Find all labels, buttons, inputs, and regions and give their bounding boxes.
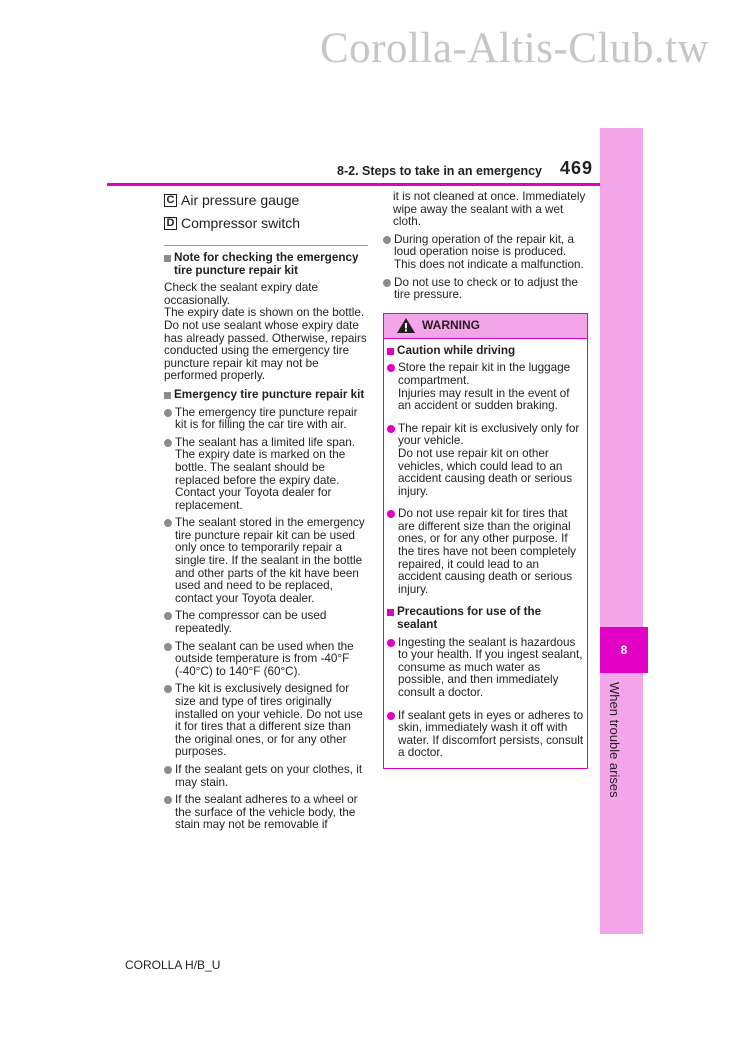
list-item: If the sealant gets on your clothes, it may stain. [164, 764, 368, 789]
warning-box [383, 313, 588, 769]
bullet-dot-icon [387, 510, 395, 518]
list-item: The sealant can be used when the outside temperature is from -40°F (-40°C) to 140°F (60°C). [164, 641, 368, 679]
section-heading: Emergency tire puncture repair kit [164, 389, 368, 402]
list-item: The sealant has a limited life span. The expiry date is marked on the bottle. The sealant should be replaced before the expiry date. Contact your Toyota dealer for replacement. [164, 437, 368, 513]
header-rule [107, 183, 600, 186]
list-item: Do not use to check or to adjust the tire pressure. [383, 277, 588, 302]
warning-triangle-icon [396, 317, 416, 334]
square-bullet-icon [387, 609, 394, 616]
list-item: The kit is exclusively designed for size and type of tires originally installed on your vehicle. Do not use it for tires that a different size than the original ones, or for any other purposes. [164, 683, 368, 759]
page-number: 469 [560, 158, 594, 178]
list-item: Store the repair kit in the luggage compartment. Injuries may result in the event of an accident or sudden braking. [387, 362, 584, 412]
bullet-dot-icon [387, 639, 395, 647]
square-bullet-icon [164, 392, 171, 399]
left-column [164, 192, 368, 832]
continued-text: it is not cleaned at once. Immediately wipe away the sealant with a wet cloth. [393, 190, 586, 229]
bullet-dot-icon [164, 643, 172, 651]
right-column [383, 191, 588, 769]
footer-model: COROLLA H/B_U [125, 958, 221, 972]
section-title: 8-2. Steps to take in an emergency [337, 164, 542, 178]
divider [164, 245, 368, 246]
bullet-dot-icon [164, 796, 172, 804]
list-item: If the sealant adheres to a wheel or the surface of the vehicle body, the stain may not be removable if [164, 794, 368, 832]
bullet-dot-icon [383, 279, 391, 287]
warning-title: WARNING [422, 318, 480, 333]
bullet-dot-icon [164, 766, 172, 774]
bullet-dot-icon [164, 439, 172, 447]
list-item: The repair kit is exclusively only for your vehicle. Do not use repair kit on other vehicles, which could lead to an accident causing death or serious injury. [387, 423, 584, 499]
paragraph: Check the sealant expiry date occasionally. [164, 281, 318, 307]
chapter-number: 8 [600, 627, 648, 673]
list-item: Ingesting the sealant is hazardous to your health. If you ingest sealant, consume as much water as possible, and then immediately consult a doctor. [387, 637, 584, 700]
watermark: Corolla-Altis-Club.tw [320, 25, 710, 72]
bullet-dot-icon [383, 236, 391, 244]
list-item: If sealant gets in eyes or adheres to skin, immediately wash it off with water. If discomfort persists, consult a doctor. [387, 710, 584, 760]
list-item: The emergency tire puncture repair kit is for filling the car tire with air. [164, 407, 368, 432]
bullet-dot-icon [387, 425, 395, 433]
legend-item [164, 192, 368, 208]
bullet-dot-icon [164, 409, 172, 417]
legend-letter-d: D [164, 217, 177, 230]
side-tab [600, 128, 643, 934]
paragraph: The expiry date is shown on the bottle. Do not use sealant whose expiry date has already passed. Otherwise, repairs conducted using the emergency tire puncture repair kit may not be performed properly. [164, 306, 367, 383]
bullet-dot-icon [164, 685, 172, 693]
legend-letter-c: C [164, 194, 177, 207]
bullet-dot-icon [164, 519, 172, 527]
list-item: During operation of the repair kit, a loud operation noise is produced. This does not indicate a malfunction. [383, 234, 588, 272]
legend-label: Air pressure gauge [181, 191, 300, 208]
list-item: Do not use repair kit for tires that are different size than the original ones, or for any other purpose. If the tires have not been completely repaired, it could lead to an accident causing death or serious injury. [387, 508, 584, 596]
square-bullet-icon [387, 348, 394, 355]
legend-item [164, 215, 368, 231]
section-heading: Precautions for use of the sealant [387, 606, 584, 631]
warning-header [384, 314, 587, 339]
list-item: The sealant stored in the emergency tire puncture repair kit can be used only once to temporarily repair a single tire. If the sealant in the bottle and other parts of the kit have been used and need to be replaced, contact your Toyota dealer. [164, 517, 368, 605]
bullet-dot-icon [387, 712, 395, 720]
legend-label: Compressor switch [181, 214, 301, 231]
list-item: The compressor can be used repeatedly. [164, 610, 368, 635]
chapter-title: When trouble arises [607, 682, 622, 798]
warning-body [384, 345, 587, 760]
section-heading: Note for checking the emergency tire puncture repair kit [164, 252, 368, 277]
bullet-dot-icon [387, 364, 395, 372]
section-heading: Caution while driving [387, 345, 584, 358]
bullet-dot-icon [164, 612, 172, 620]
square-bullet-icon [164, 255, 171, 262]
